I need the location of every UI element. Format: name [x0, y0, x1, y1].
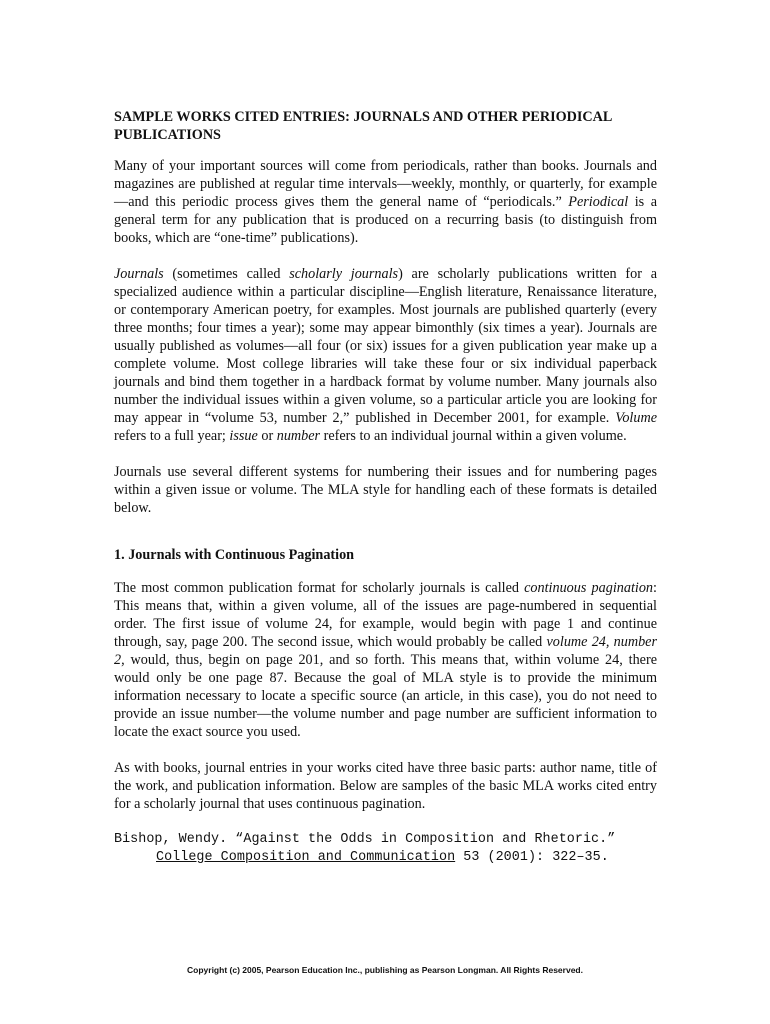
italic-term: issue	[229, 428, 258, 444]
italic-term: volume 24, number 2	[114, 634, 657, 668]
italic-term: Journals	[114, 266, 164, 282]
text-run: ) are scholarly publications written for a specialized audience within a particular discipline—English literature, Renaissance literature, or contemporary American poetry, for examples. Most journals are published quarterly (every three months; four times a year); some may appear bimonthly (six times a year). Journals are usually published as volumes—all four (or six) issues for a given publication year make up a complete volume. Most college libraries will take these four or six individual paperback journals and bind them together in a hardback format by volume number. Many journals also number the individual issues within a given volume, so a particular article you are looking for may appear in “volume 53, number 2,” published in December 2001, for example.	[114, 266, 657, 426]
text-run: (sometimes called	[163, 266, 290, 282]
section-heading: 1. Journals with Continuous Pagination	[114, 547, 355, 563]
citation-author-title: Bishop, Wendy. “Against the Odds in Composition and Rhetoric.”	[114, 832, 616, 847]
citation-example	[114, 831, 657, 867]
italic-term: Volume	[615, 410, 657, 426]
text-run: is a general term for any publication that is produced on a recurring basis (to distinguish from books, which are “one-time” publications).	[114, 194, 657, 246]
text-run: or	[257, 428, 277, 444]
page-title: SAMPLE WORKS CITED ENTRIES: JOURNALS AND OTHER PERIODICAL PUBLICATIONS	[114, 109, 612, 143]
journals-paragraph	[114, 265, 657, 445]
italic-term: scholarly journals	[289, 266, 399, 282]
text-run: refers to an individual journal within a given volume.	[320, 428, 627, 444]
numbering-paragraph: Journals use several different systems for numbering their issues and for numbering pages within a given issue or volume. The MLA style for handling each of these formats is detailed below.	[114, 464, 657, 516]
text-run: refers to a full year;	[114, 428, 230, 444]
intro-paragraph	[114, 157, 657, 247]
italic-term: number	[276, 428, 321, 444]
text-run: , would, thus, begin on page 201, and so forth. This means that, within volume 24, there would only be one page 87. Because the goal of MLA style is to provide the minimum information necessary to locate a specific source (an article, in this case), you do not need to provide an issue number—the volume number and page number are sufficient information to locate the exact source you used.	[114, 652, 657, 740]
pagination-paragraph	[114, 579, 657, 741]
text-run: The most common publication format for scholarly journals is called	[114, 580, 525, 596]
document-body	[114, 108, 657, 867]
text-run: : This means that, within a given volume, all of the issues are page-numbered in sequential order. The first issue of volume 24, for example, would begin with page 1 and continue through, say, page 200. The second issue, which would probably be called	[114, 580, 657, 650]
copyright-footer: Copyright (c) 2005, Pearson Education Inc., publishing as Pearson Longman. All Rights Reserved.	[187, 965, 583, 975]
text-run: Many of your important sources will come from periodicals, rather than books. Journals and magazines are published at regular time intervals—weekly, monthly, or quarterly, for example—and this periodic process gives them the general name of “periodicals.”	[114, 158, 657, 210]
citation-journal: College Composition and Communication	[156, 850, 456, 865]
citation-details: 53 (2001): 322–35.	[455, 850, 609, 865]
entries-paragraph: As with books, journal entries in your works cited have three basic parts: author name, title of the work, and publication information. Below are samples of the basic MLA works cited entry for a scholarly journal that uses continuous pagination.	[114, 760, 657, 812]
italic-term: continuous pagination	[524, 580, 654, 596]
italic-term: Periodical	[568, 194, 629, 210]
